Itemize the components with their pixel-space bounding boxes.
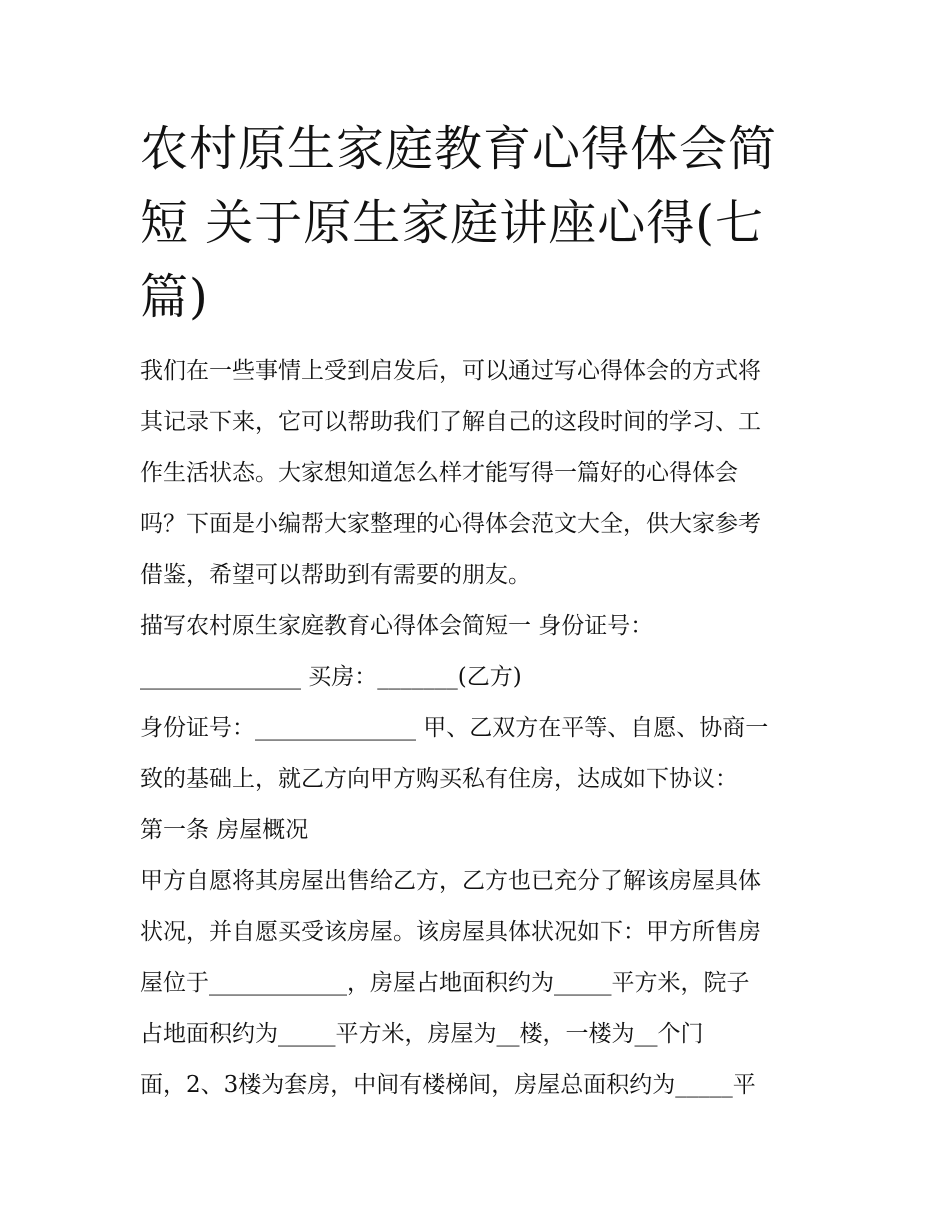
body-line: 吗？下面是小编帮大家整理的心得体会范文大全，供大家参考	[140, 511, 761, 537]
body-line: 面，2、3楼为套房，中间有楼梯间，房屋总面积约为_____平	[140, 1072, 756, 1098]
body-line: 屋位于____________，房屋占地面积约为_____平方米，院子	[140, 970, 750, 996]
body-line: 身份证号：______________ 甲、乙双方在平等、自愿、协商一	[140, 715, 769, 741]
body-line: 我们在一些事情上受到启发后，可以通过写心得体会的方式将	[140, 358, 761, 384]
body-line: 甲方自愿将其房屋出售给乙方，乙方也已充分了解该房屋具体	[140, 868, 761, 894]
title-line: 农村原生家庭教育心得体会简	[140, 121, 778, 177]
body-line: 作生活状态。大家想知道怎么样才能写得一篇好的心得体会	[140, 460, 738, 486]
document-page	[140, 112, 820, 1111]
body-line: ______________ 买房：_______(乙方)	[140, 664, 522, 690]
body-line: 借鉴，希望可以帮助到有需要的朋友。	[140, 562, 531, 588]
document-title	[140, 112, 820, 334]
title-line: 篇)	[140, 269, 209, 325]
body-line: 占地面积约为_____平方米，房屋为__楼，一楼为__个门	[140, 1021, 704, 1047]
body-line: 其记录下来，它可以帮助我们了解自己的这段时间的学习、工	[140, 409, 761, 435]
body-line: 状况，并自愿买受该房屋。该房屋具体状况如下：甲方所售房	[140, 919, 761, 945]
body-line: 描写农村原生家庭教育心得体会简短一 身份证号：	[140, 613, 654, 639]
title-line: 短 关于原生家庭讲座心得(七	[140, 195, 764, 251]
document-body	[140, 346, 820, 1111]
section-heading: 第一条 房屋概况	[140, 817, 309, 843]
body-line: 致的基础上，就乙方向甲方购买私有住房，达成如下协议：	[140, 766, 738, 792]
